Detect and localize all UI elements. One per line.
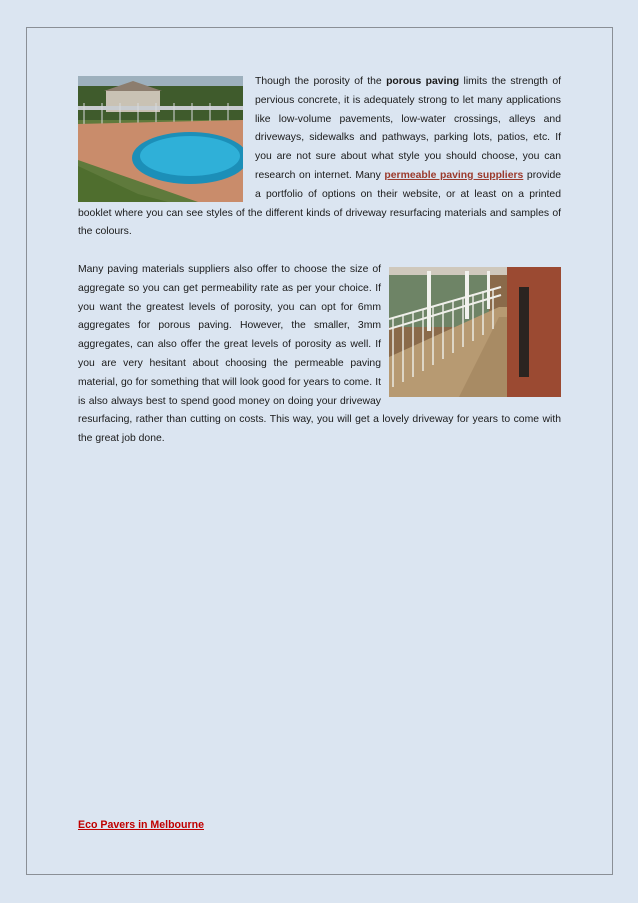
- footer-link-eco-pavers[interactable]: Eco Pavers in Melbourne: [78, 819, 204, 831]
- paragraph1-text-a: Though the porosity of the: [255, 76, 387, 87]
- paragraph1-text-b: limits the strength of pervious concrete, it is adequately strong to let many applications like low-volume pavements, low-water crossings, alleys and driveways, sidewalks and pathways, parking lots, patios, etc. If you are not sure about what style you should choose, you can research on internet. Many: [255, 76, 561, 181]
- paragraph1-text-c: provide a portfolio of options on their website, or at least on a printed booklet where you can see styles of the different kinds of driveway resurfacing materials and samples of the colours.: [78, 169, 562, 238]
- paragraph2-text: Many paving materials suppliers also offer to choose the size of aggregate so you can get permeability rate as per your choice. If you want the greatest levels of porosity, you can opt for 6mm aggregates for porous paving. However, the smaller, 3mm aggregates, can also offer the great levels of porosity as well. If you are very hesitant about choosing the permeable paving material, go for something that will look good for years to come. It is also always best to spend good money on doing your driveway resurfacing, rather than cutting on costs. This way, you will get a lovely driveway for years to come with the great job done.: [78, 264, 561, 445]
- paragraph-porous-paving: [78, 73, 561, 242]
- permeable-paving-suppliers-link[interactable]: permeable paving suppliers: [384, 169, 524, 181]
- pool-paving-photo: [78, 76, 243, 202]
- porch-walkway-photo: [389, 267, 561, 397]
- porous-paving-term: porous paving: [386, 76, 460, 87]
- paragraph-aggregate-size: [78, 261, 561, 449]
